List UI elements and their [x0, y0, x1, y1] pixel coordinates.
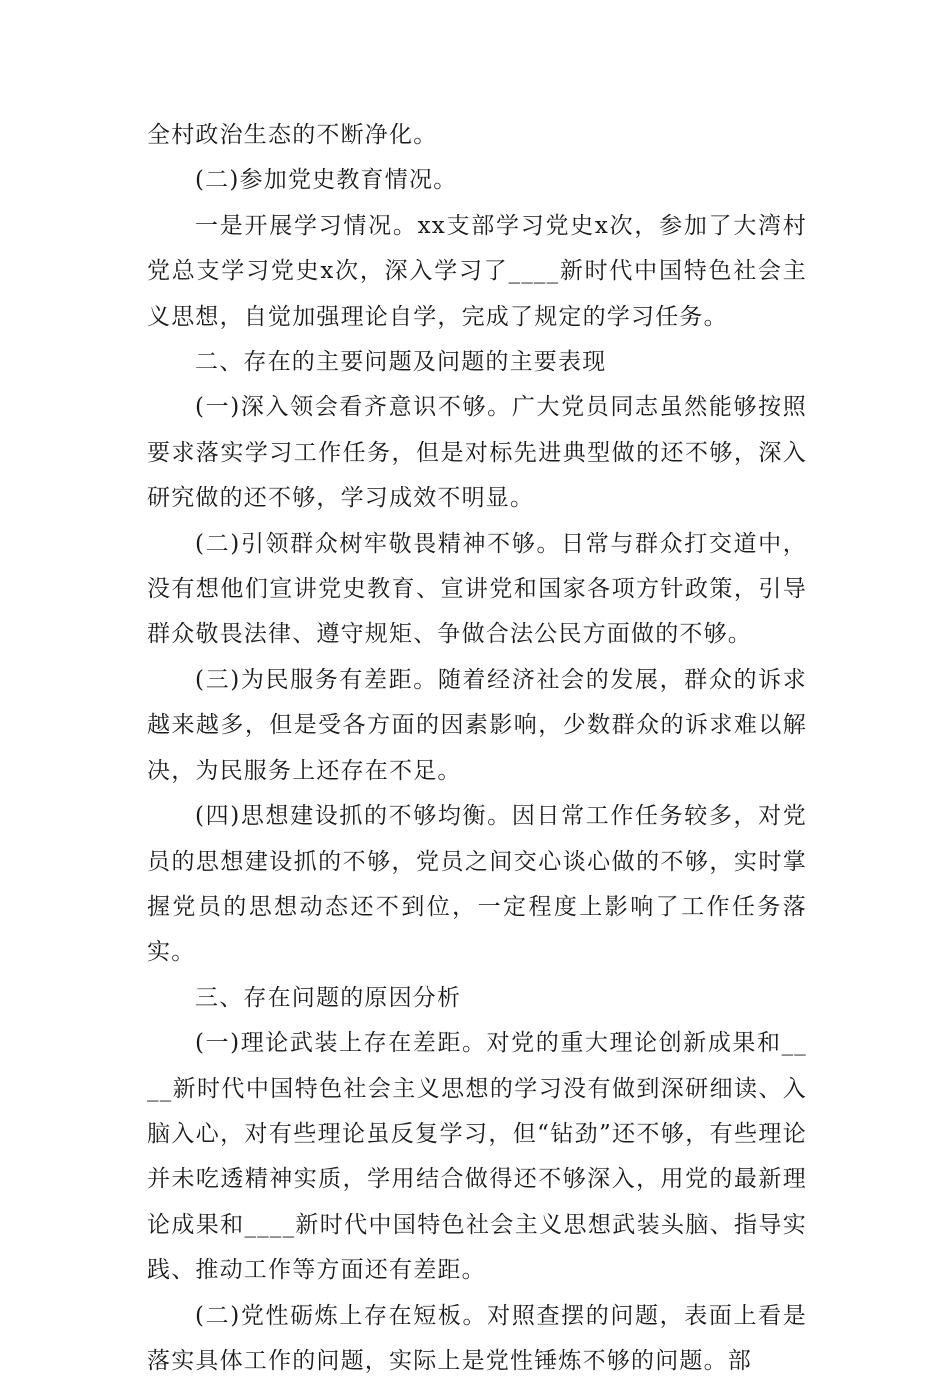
paragraph: (二)引领群众树牢敬畏精神不够。日常与群众打交道中，没有想他们宣讲党史教育、宣讲党和国家各项方针政策，引导群众敬畏法律、遵守规矩、争做合法公民方面做的不够。 [147, 530, 807, 648]
paragraph: (二)党性砺炼上存在短板。对照查摆的问题，表面上看是落实具体工作的问题，实际上是党性锤炼不够的问题。部 [147, 1302, 807, 1374]
section-heading: (二)参加党史教育情况。 [195, 167, 458, 194]
section-heading: 三、存在问题的原因分析 [195, 984, 462, 1011]
paragraph: (一)深入领会看齐意识不够。广大党员同志虽然能够按照要求落实学习工作任务，但是对标先进典型做的还不够，深入研究做的还不够，学习成效不明显。 [147, 394, 807, 512]
paragraph: (一)理论武装上存在差距。对党的重大理论创新成果和____新时代中国特色社会主义思想的学习没有做到深研细读、入脑入心，对有些理论虽反复学习，但“钻劲”还不够，有些理论并未吃透精神实质，学用结合做得还不够深入，用党的最新理论成果和____新时代中国特色社会主义思想武装头脑、指导实践、推动工作等方面还有差距。 [147, 1030, 807, 1284]
paragraph: (三)为民服务有差距。随着经济社会的发展，群众的诉求越来越多，但是受各方面的因素影响，少数群众的诉求难以解决，为民服务上还存在不足。 [147, 666, 807, 784]
paragraph: 全村政治生态的不断净化。 [147, 122, 438, 148]
section-heading: 二、存在的主要问题及问题的主要表现 [195, 349, 607, 376]
paragraph: 一是开展学习情况。xx支部学习党史x次，参加了大湾村党总支学习党史x次，深入学习了____新时代中国特色社会主义思想，自觉加强理论自学，完成了规定的学习任务。 [147, 212, 807, 330]
paragraph: (四)思想建设抓的不够均衡。因日常工作任务较多，对党员的思想建设抓的不够，党员之间交心谈心做的不够，实时掌握党员的思想动态还不到位，一定程度上影响了工作任务落实。 [147, 803, 807, 966]
document-page [147, 113, 807, 1384]
